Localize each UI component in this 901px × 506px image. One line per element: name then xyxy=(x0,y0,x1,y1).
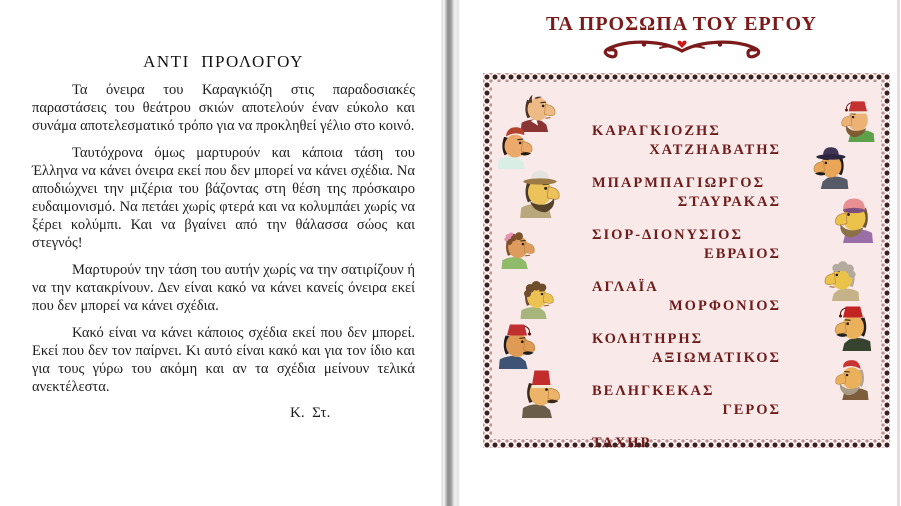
red-cap-moustache-man-portrait xyxy=(494,125,538,169)
character-list xyxy=(592,122,781,453)
old-man-red-cap-portrait xyxy=(830,358,872,400)
character-name: ΣΙΟΡ-ΔΙΟΝΥΣΙΟΣ xyxy=(592,227,743,243)
paragraph: Ταυτόχρονα όμως μαρτυρούν και κάποια τάση του Έλληνα να κάνει όνειρα εκεί που δεν μπορεί να κάνει σχέδια. Να αποδιώχνει την μιζέρια του βάζοντας στη θέση της πρόσκαιρο ευδαιμονισμό. Να πετάει χωρίς φτερά και να κολυμπάει χωρίς να ξέρει κολύμπι. Και να βγαίνει από την θάλασσα σώος και στεγνός! xyxy=(32,145,415,251)
paragraph: Μαρτυρούν την τάση του αυτήν χωρίς να την σατιρίζουν ή να την κατακρίνουν. Δεν είναι κακό να κάνει κανείς όνειρα εκεί που δεν μπορεί να κάνει σχέδια. xyxy=(32,262,415,314)
character-name: ΚΟΛΗΤΗΡΗΣ xyxy=(592,331,704,347)
author-initials: Κ. Στ. xyxy=(290,405,331,421)
pink-cap-bearded-man-portrait xyxy=(829,195,877,243)
character-name: ΣΤΑΥΡΑΚΑΣ xyxy=(677,194,781,210)
character-name: ΕΒΡΑΙΟΣ xyxy=(704,246,781,262)
huge-nose-gray-hair-man-portrait xyxy=(819,257,863,301)
character-name: ΚΑΡΑΓΚΙΟΖΗΣ xyxy=(592,123,721,139)
tall-fez-man-portrait xyxy=(518,370,566,418)
red-fez-fierce-man-portrait xyxy=(495,323,541,369)
left-page xyxy=(0,0,443,506)
character-name: ΧΑΤΖΗΑΒΑΤΗΣ xyxy=(649,142,781,158)
paragraph: Κακό είναι να κάνει κάποιος σχέδια εκεί που δεν μπορεί. Εκεί που δεν τον παίρνει. Κι αυτό είναι κακό και για τον ίδιο και για τους γύρω του ακόμη και αν τα σχέδια μείνουν τελικά ανεκτέλεστα. xyxy=(32,325,415,395)
left-page-title: ΑΝΤΙ ΠΡΟΛΟΓΟΥ xyxy=(143,52,304,71)
book-gutter xyxy=(438,0,464,506)
curly-hair-big-nose-man-portrait xyxy=(517,277,559,319)
flourish-ornament xyxy=(592,38,772,62)
left-page-body xyxy=(32,81,415,396)
character-name: ΑΓΛΑΪΑ xyxy=(592,279,659,295)
character-name: ΜΠΑΡΜΠΑΓΙΩΡΓΟΣ xyxy=(592,175,766,191)
green-coat-fez-man-portrait xyxy=(836,100,878,142)
characters-box xyxy=(483,73,890,451)
white-hat-bearded-man-portrait xyxy=(516,168,566,218)
character-name: ΓΕΡΟΣ xyxy=(722,402,781,418)
right-page-title: ΤΑ ΠΡΟΣΩΠΑ ΤΟΥ ΕΡΓΟΥ xyxy=(546,13,817,35)
character-name: ΒΕΛΗΓΚΕΚΑΣ xyxy=(592,383,715,399)
character-name: ΑΞΙΩΜΑΤΙΚΟΣ xyxy=(651,350,781,366)
heart-icon xyxy=(677,41,686,48)
character-name: ΜΟΡΦΟΝΙΟΣ xyxy=(669,298,781,314)
right-page xyxy=(462,0,901,506)
character-name: ΤΑΧΗΡ xyxy=(592,435,652,451)
paragraph: Τα όνειρα του Καραγκιόζη στις παραδοσιακές παραστάσεις του θεάτρου σκιών αποτελούν έναν εύκολο και συνάμα αποτελεσματικό τρόπο για να προκληθεί γέλιο στο κοινό. xyxy=(32,82,415,134)
fez-officer-portrait xyxy=(829,305,875,351)
black-hat-moustache-man-portrait xyxy=(808,145,852,189)
woman-flower-hair-portrait xyxy=(498,227,540,269)
